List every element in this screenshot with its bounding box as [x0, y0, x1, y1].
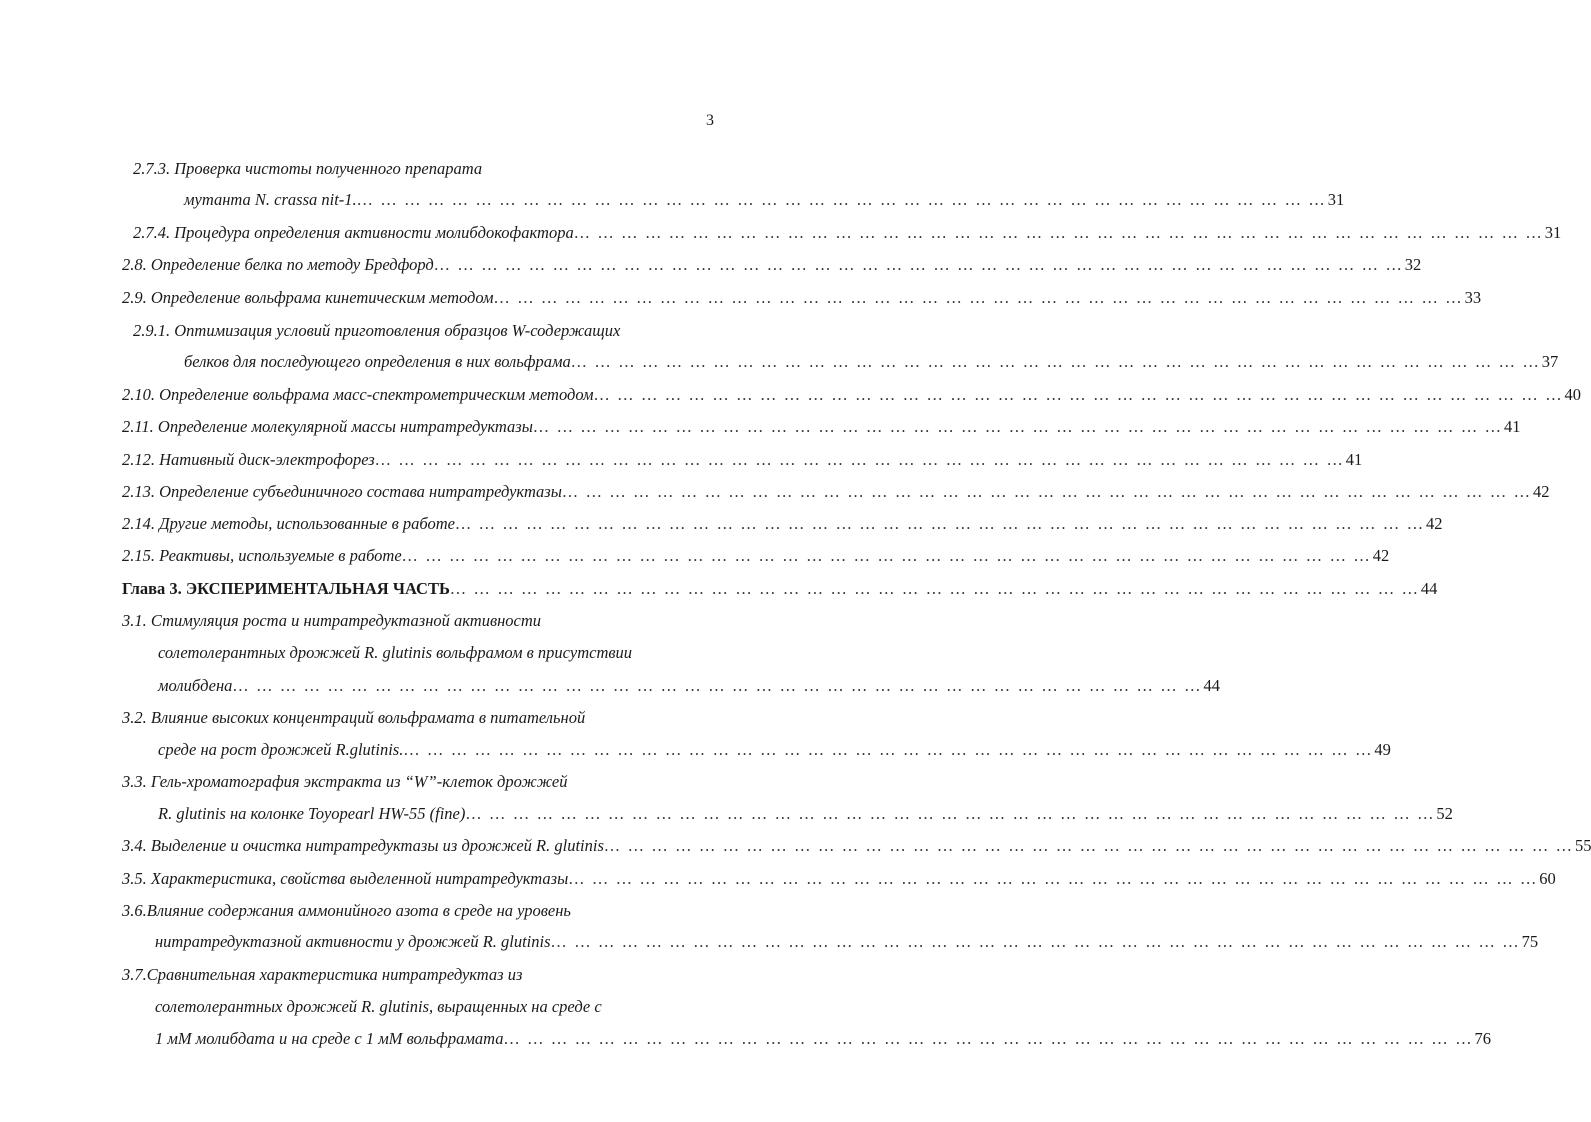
toc-entry-page: 44 — [1420, 579, 1438, 598]
dot-leader: … … … … … … … … … … … … … … … … … … … … … … … … … … … … … … … … … … … … … … … … … — [434, 255, 1404, 274]
toc-entry-page: 32 — [1404, 255, 1422, 274]
toc-entry-page: 31 — [1544, 223, 1562, 242]
dot-leader: … … … … … … … … … … … … … … … … … … … … … … … … … … … … … … … … … … … … … … … … … — [574, 223, 1544, 242]
toc-entry — [122, 772, 567, 792]
toc-entry-page: 31 — [1327, 190, 1345, 209]
toc-entry — [122, 869, 1556, 889]
dot-leader: … … … … … … … … … … … … … … … … … … … … … … … … … … … … … … … … … … … … … … … … … — [455, 514, 1425, 533]
toc-entry-text: 2.10. Определение вольфрама масс-спектрометрическим методом — [122, 385, 594, 404]
dot-leader: … … … … … … … … … … … … … … … … … … … … … … … … … … … … … … … … … … … … … … … … … — [466, 804, 1436, 823]
page-number: 3 — [706, 112, 714, 129]
toc-entry — [184, 352, 1559, 372]
toc-entry — [122, 611, 541, 631]
toc-chapter-heading — [122, 579, 1438, 599]
toc-entry — [155, 932, 1539, 952]
toc-entry — [158, 804, 1453, 824]
toc-entry-text: 2.9.1. Оптимизация условий приготовления образцов W-содержащих — [133, 321, 621, 340]
toc-entry-page: 42 — [1426, 514, 1443, 533]
dot-leader: … … … … … … … … … … … … … … … … … … … … … … … … … … … … … … … … … … … … … … … … … — [533, 417, 1503, 436]
toc-entry — [122, 385, 1582, 405]
toc-entry-page: 41 — [1503, 417, 1521, 436]
toc-entry-page: 60 — [1539, 869, 1556, 888]
toc-entry-page: 42 — [1532, 482, 1550, 501]
dot-leader: … … … … … … … … … … … … … … … … … … … … … … … … … … … … … … … … … … … … … … … … … — [357, 190, 1327, 209]
toc-entry — [122, 708, 585, 728]
toc-entry — [155, 997, 602, 1017]
toc-entry-text: 3.6.Влияние содержания аммонийного азота в среде на уровень — [122, 901, 571, 920]
toc-entry-page: 49 — [1374, 740, 1391, 759]
toc-entry — [158, 643, 632, 663]
toc-entry-text: белков для последующего определения в них вольфрама — [184, 352, 571, 371]
toc-entry — [122, 836, 1591, 856]
dot-leader: … … … … … … … … … … … … … … … … … … … … … … … … … … … … … … … … … … … … … … … … … — [571, 352, 1541, 371]
toc-entry-text: 3.7.Сравнительная характеристика нитратредуктаз из — [122, 965, 523, 984]
toc-entry-page: 40 — [1564, 385, 1582, 404]
dot-leader: … … … … … … … … … … … … … … … … … … … … … … … … … … … … … … … … … … … … … … … … … — [551, 932, 1521, 951]
toc-entry — [184, 190, 1345, 210]
toc-entry-text: 3.3. Гель-хроматография экстракта из “W”-клеток дрожжей — [122, 772, 568, 791]
dot-leader: … … … … … … … … … … … … … … … … … … … … … … … … … … … … … … … … … … … … … … … … … — [494, 288, 1464, 307]
dot-leader: … … … … … … … … … … … … … … … … … … … … … … … … … … … … … … … … … … … … … … … … … — [450, 579, 1420, 598]
toc-entry-text: 2.13. Определение субъединичного состава нитратредуктазы — [122, 482, 562, 501]
toc-entry-text: 2.8. Определение белка по методу Бредфорд — [122, 255, 434, 274]
toc-entry-text: 2.7.4. Процедура определения активности молибдокофактора — [133, 223, 574, 242]
toc-entry-text: R. glutinis на колонке Toyopearl HW-55 (fine) — [158, 804, 466, 823]
dot-leader: … … … … … … … … … … … … … … … … … … … … … … … … … … … … … … … … … … … … … … … … … — [504, 1029, 1474, 1048]
toc-entry — [155, 1029, 1491, 1049]
dot-leader: … … … … … … … … … … … … … … … … … … … … … … … … … … … … … … … … … … … … … … … … … — [404, 740, 1374, 759]
toc-entry-text: Глава 3. ЭКСПЕРИМЕНТАЛЬНАЯ ЧАСТЬ — [122, 579, 450, 598]
toc-entry-text: 3.5. Характеристика, свойства выделенной нитратредуктазы — [122, 869, 569, 888]
toc-entry-text: солетолерантных дрожжей R. glutinis, выращенных на среде с — [155, 997, 602, 1016]
toc-entry-page: 55 — [1574, 836, 1591, 855]
dot-leader: … … … … … … … … … … … … … … … … … … … … … … … … … … … … … … … … … … … … … … … … … — [569, 869, 1539, 888]
toc-entry-text: 3.4. Выделение и очистка нитратредуктазы из дрожжей R. glutinis — [122, 836, 604, 855]
toc-entry-page: 76 — [1474, 1029, 1491, 1048]
toc-entry — [122, 514, 1443, 534]
toc-entry — [122, 288, 1482, 308]
toc-entry-page: 52 — [1436, 804, 1453, 823]
toc-entry-text: нитратредуктазной активности у дрожжей R. glutinis — [155, 932, 551, 951]
toc-entry-page: 41 — [1345, 450, 1363, 469]
toc-entry-text: 1 мМ молибдата и на среде с 1 мМ вольфрамата — [155, 1029, 504, 1048]
toc-entry-text: 2.15. Реактивы, используемые в работе — [122, 546, 402, 565]
toc-entry — [158, 676, 1220, 696]
toc-entry — [122, 255, 1422, 275]
dot-leader: … … … … … … … … … … … … … … … … … … … … … … … … … … … … … … … … … … … … … … … … … — [594, 385, 1564, 404]
toc-entry-text: 2.7.3. Проверка чистоты полученного препарата — [133, 159, 483, 178]
toc-entry-text: солетолерантных дрожжей R. glutinis вольфрамом в присутствии — [158, 643, 633, 662]
toc-entry-page: 75 — [1521, 932, 1539, 951]
dot-leader: … … … … … … … … … … … … … … … … … … … … … … … … … … … … … … … … … … … … … … … … … — [375, 450, 1345, 469]
toc-entry-text: 2.14. Другие методы, использованные в работе — [122, 514, 455, 533]
dot-leader: … … … … … … … … … … … … … … … … … … … … … … … … … … … … … … … … … … … … … … … … … — [233, 676, 1203, 695]
toc-entry — [122, 546, 1390, 566]
toc-entry — [158, 740, 1391, 760]
toc-entry-text: 2.12. Нативный диск-электрофорез — [122, 450, 375, 469]
toc-entry-text: мутанта N. crassa nit-1. — [184, 190, 357, 209]
toc-entry-page: 37 — [1541, 352, 1559, 371]
toc-entry-text: 2.9. Определение вольфрама кинетическим методом — [122, 288, 494, 307]
toc-entry — [122, 417, 1521, 437]
toc-entry-text: 3.1. Стимуляция роста и нитратредуктазной активности — [122, 611, 542, 630]
dot-leader: … … … … … … … … … … … … … … … … … … … … … … … … … … … … … … … … … … … … … … … … … — [402, 546, 1372, 565]
toc-entry-text: 2.11. Определение молекулярной массы нитратредуктазы — [122, 417, 533, 436]
dot-leader: … … … … … … … … … … … … … … … … … … … … … … … … … … … … … … … … … … … … … … … … … — [604, 836, 1574, 855]
toc-entry — [133, 223, 1562, 243]
toc-entry — [122, 901, 571, 921]
toc-entry — [133, 159, 482, 179]
toc-entry-page: 42 — [1372, 546, 1390, 565]
toc-entry-text: 3.2. Влияние высоких концентраций вольфрамата в питательной — [122, 708, 586, 727]
toc-entry-page: 44 — [1203, 676, 1220, 695]
dot-leader: … … … … … … … … … … … … … … … … … … … … … … … … … … … … … … … … … … … … … … … … … — [562, 482, 1532, 501]
toc-entry — [133, 321, 620, 341]
toc-entry — [122, 965, 522, 985]
toc-entry — [122, 482, 1550, 502]
toc-entry-page: 33 — [1464, 288, 1482, 307]
toc-entry — [122, 450, 1363, 470]
toc-entry-text: среде на рост дрожжей R.glutinis. — [158, 740, 404, 759]
toc-entry-text: молибдена — [158, 676, 233, 695]
